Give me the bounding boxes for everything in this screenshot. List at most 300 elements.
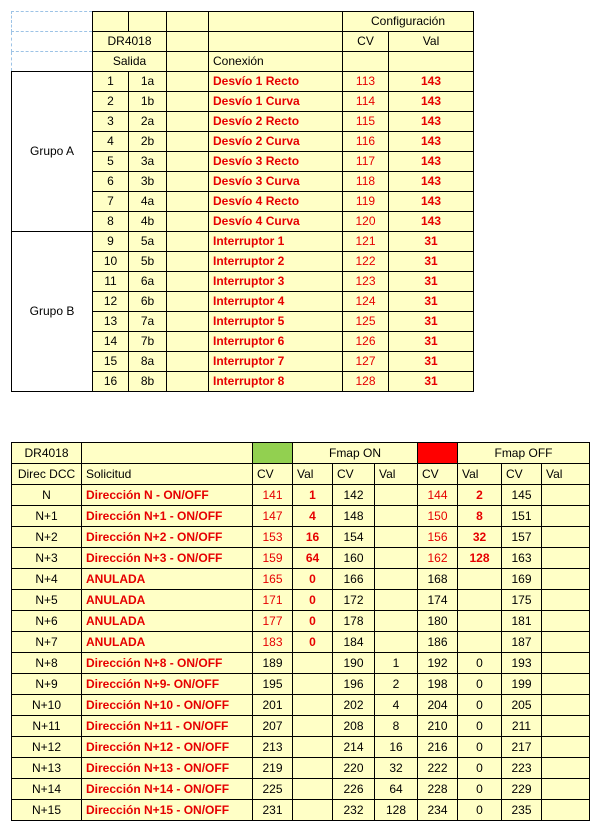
val-off-1 [458, 632, 502, 653]
direc-header: Direc DCC [12, 464, 82, 485]
cv-off-2: 157 [502, 527, 542, 548]
dcc-address: N+3 [12, 548, 82, 569]
output-id: 1b [129, 92, 167, 112]
cv-value: 116 [343, 132, 389, 152]
cv-off-2: 193 [502, 653, 542, 674]
cv-off-2: 187 [502, 632, 542, 653]
val-value: 31 [389, 372, 474, 392]
cv-off-1: 162 [418, 548, 458, 569]
empty-cell [12, 32, 93, 52]
group-a-label: Grupo A [12, 72, 93, 232]
val-on-1: 1 [293, 485, 333, 506]
cv-off-1: 168 [418, 569, 458, 590]
val-on-2 [375, 632, 418, 653]
empty-cell [93, 12, 129, 32]
output-id: 2b [129, 132, 167, 152]
cv-on-1: 189 [253, 653, 293, 674]
val-off-2 [542, 506, 590, 527]
output-number: 10 [93, 252, 129, 272]
cv-on-2: 172 [333, 590, 375, 611]
val-on-1: 0 [293, 569, 333, 590]
val-on-1: 64 [293, 548, 333, 569]
connection-name: Desvío 3 Curva [209, 172, 343, 192]
dcc-address: N [12, 485, 82, 506]
dcc-address: N+6 [12, 611, 82, 632]
empty-cell [167, 332, 209, 352]
output-id: 2a [129, 112, 167, 132]
connection-name: Desvío 2 Curva [209, 132, 343, 152]
request-name: Dirección N+1 - ON/OFF [82, 506, 253, 527]
group-b-label: Grupo B [12, 232, 93, 392]
output-number: 9 [93, 232, 129, 252]
val-off-2 [542, 548, 590, 569]
cv-value: 127 [343, 352, 389, 372]
fmap-on-swatch [253, 443, 293, 464]
val-on-1 [293, 758, 333, 779]
cv-off-2: 175 [502, 590, 542, 611]
output-id: 7a [129, 312, 167, 332]
cv-off-1: 234 [418, 800, 458, 821]
val-on-1 [293, 716, 333, 737]
cv-on-2: 202 [333, 695, 375, 716]
cv-value: 126 [343, 332, 389, 352]
val-value: 31 [389, 332, 474, 352]
val-on-2 [375, 590, 418, 611]
config-header: Configuración [343, 12, 474, 32]
cv-on-2: 190 [333, 653, 375, 674]
val-off-2 [542, 758, 590, 779]
cv-value: 115 [343, 112, 389, 132]
val-on-2: 4 [375, 695, 418, 716]
dcc-address: N+5 [12, 590, 82, 611]
output-number: 12 [93, 292, 129, 312]
output-id: 8a [129, 352, 167, 372]
val-on-1: 0 [293, 611, 333, 632]
request-name: ANULADA [82, 611, 253, 632]
output-id: 6a [129, 272, 167, 292]
cv-off-1: 186 [418, 632, 458, 653]
val-header: Val [389, 32, 474, 52]
val-off-1: 0 [458, 758, 502, 779]
val-header: Val [375, 464, 418, 485]
output-number: 3 [93, 112, 129, 132]
val-on-1: 0 [293, 632, 333, 653]
val-value: 143 [389, 72, 474, 92]
cv-on-1: 231 [253, 800, 293, 821]
empty-cell [167, 12, 209, 32]
request-name: ANULADA [82, 632, 253, 653]
cv-header: CV [418, 464, 458, 485]
empty-cell [167, 252, 209, 272]
val-header: Val [293, 464, 333, 485]
val-on-1 [293, 737, 333, 758]
request-name: Dirección N+12 - ON/OFF [82, 737, 253, 758]
table-row [12, 758, 590, 779]
output-number: 15 [93, 352, 129, 372]
val-off-1: 128 [458, 548, 502, 569]
table-row [12, 527, 590, 548]
table-row [12, 674, 590, 695]
cv-on-2: 148 [333, 506, 375, 527]
val-off-1: 0 [458, 800, 502, 821]
cv-value: 117 [343, 152, 389, 172]
cv-on-1: 207 [253, 716, 293, 737]
dcc-address: N+10 [12, 695, 82, 716]
connection-name: Desvío 4 Curva [209, 212, 343, 232]
cv-off-2: 181 [502, 611, 542, 632]
cv-off-2: 163 [502, 548, 542, 569]
empty-cell [167, 292, 209, 312]
request-name: Dirección N+15 - ON/OFF [82, 800, 253, 821]
connection-name: Interruptor 5 [209, 312, 343, 332]
cv-off-1: 210 [418, 716, 458, 737]
val-on-2 [375, 506, 418, 527]
val-off-1: 0 [458, 716, 502, 737]
val-header: Val [542, 464, 590, 485]
cv-value: 122 [343, 252, 389, 272]
connection-name: Desvío 1 Curva [209, 92, 343, 112]
request-name: Dirección N+11 - ON/OFF [82, 716, 253, 737]
table-row [12, 506, 590, 527]
output-number: 11 [93, 272, 129, 292]
val-off-1: 0 [458, 737, 502, 758]
empty-cell [167, 212, 209, 232]
val-value: 31 [389, 252, 474, 272]
val-on-2: 1 [375, 653, 418, 674]
val-off-1: 0 [458, 674, 502, 695]
output-number: 1 [93, 72, 129, 92]
output-id: 8b [129, 372, 167, 392]
val-value: 143 [389, 172, 474, 192]
val-off-1: 8 [458, 506, 502, 527]
cv-on-1: 159 [253, 548, 293, 569]
cv-value: 128 [343, 372, 389, 392]
val-on-1 [293, 695, 333, 716]
val-on-2: 16 [375, 737, 418, 758]
output-id: 4a [129, 192, 167, 212]
val-value: 143 [389, 92, 474, 112]
val-on-1 [293, 779, 333, 800]
cv-value: 121 [343, 232, 389, 252]
output-id: 1a [129, 72, 167, 92]
val-off-1 [458, 590, 502, 611]
cv-off-2: 169 [502, 569, 542, 590]
cv-on-1: 177 [253, 611, 293, 632]
empty-cell [167, 92, 209, 112]
connection-name: Desvío 1 Recto [209, 72, 343, 92]
dcc-address: N+12 [12, 737, 82, 758]
request-name: Dirección N - ON/OFF [82, 485, 253, 506]
cv-on-1: 195 [253, 674, 293, 695]
output-number: 8 [93, 212, 129, 232]
table-row [12, 695, 590, 716]
empty-cell [12, 12, 93, 32]
function-map-table [11, 442, 590, 821]
val-on-2: 64 [375, 779, 418, 800]
val-off-2 [542, 779, 590, 800]
val-value: 31 [389, 292, 474, 312]
output-id: 5a [129, 232, 167, 252]
request-name: Dirección N+8 - ON/OFF [82, 653, 253, 674]
val-value: 143 [389, 192, 474, 212]
empty-cell [167, 52, 209, 72]
cv-value: 119 [343, 192, 389, 212]
cv-value: 114 [343, 92, 389, 112]
cv-on-2: 196 [333, 674, 375, 695]
val-off-1: 0 [458, 779, 502, 800]
empty-cell [209, 12, 343, 32]
val-off-1: 0 [458, 653, 502, 674]
val-off-2 [542, 527, 590, 548]
cv-on-2: 220 [333, 758, 375, 779]
dcc-address: N+14 [12, 779, 82, 800]
cv-off-1: 144 [418, 485, 458, 506]
val-off-2 [542, 737, 590, 758]
empty-cell [167, 232, 209, 252]
cv-value: 123 [343, 272, 389, 292]
request-name: Dirección N+9- ON/OFF [82, 674, 253, 695]
cv-value: 113 [343, 72, 389, 92]
val-off-1: 32 [458, 527, 502, 548]
cv-header: CV [343, 32, 389, 52]
val-off-1 [458, 569, 502, 590]
connection-name: Interruptor 4 [209, 292, 343, 312]
dcc-address: N+13 [12, 758, 82, 779]
val-value: 31 [389, 352, 474, 372]
dcc-address: N+7 [12, 632, 82, 653]
val-on-1: 0 [293, 590, 333, 611]
request-name: ANULADA [82, 590, 253, 611]
model-label: DR4018 [93, 32, 167, 52]
connection-name: Interruptor 8 [209, 372, 343, 392]
cv-value: 120 [343, 212, 389, 232]
output-number: 4 [93, 132, 129, 152]
cv-on-2: 142 [333, 485, 375, 506]
table-row [12, 632, 590, 653]
val-value: 31 [389, 272, 474, 292]
empty-cell [129, 12, 167, 32]
cv-off-1: 174 [418, 590, 458, 611]
empty-cell [167, 152, 209, 172]
val-off-2 [542, 695, 590, 716]
val-on-1: 16 [293, 527, 333, 548]
empty-cell [167, 72, 209, 92]
cv-off-2: 151 [502, 506, 542, 527]
empty-cell [167, 192, 209, 212]
output-id: 7b [129, 332, 167, 352]
cv-on-1: 141 [253, 485, 293, 506]
connection-name: Desvío 3 Recto [209, 152, 343, 172]
empty-cell [82, 443, 253, 464]
cv-on-2: 166 [333, 569, 375, 590]
cv-off-1: 216 [418, 737, 458, 758]
output-id: 6b [129, 292, 167, 312]
table-row [12, 485, 590, 506]
val-value: 143 [389, 112, 474, 132]
val-off-2 [542, 632, 590, 653]
val-value: 31 [389, 232, 474, 252]
table-row [12, 590, 590, 611]
request-name: Dirección N+10 - ON/OFF [82, 695, 253, 716]
empty-cell [389, 52, 474, 72]
val-off-2 [542, 590, 590, 611]
table-row [12, 569, 590, 590]
request-name: ANULADA [82, 569, 253, 590]
output-number: 7 [93, 192, 129, 212]
connection-name: Desvío 2 Recto [209, 112, 343, 132]
connection-name: Interruptor 1 [209, 232, 343, 252]
empty-cell [167, 272, 209, 292]
empty-cell [167, 352, 209, 372]
cv-off-2: 235 [502, 800, 542, 821]
val-value: 143 [389, 132, 474, 152]
request-name: Dirección N+2 - ON/OFF [82, 527, 253, 548]
dcc-address: N+8 [12, 653, 82, 674]
val-on-2: 128 [375, 800, 418, 821]
cv-off-1: 156 [418, 527, 458, 548]
table-row [12, 779, 590, 800]
cv-off-1: 180 [418, 611, 458, 632]
val-on-2 [375, 485, 418, 506]
empty-cell [167, 372, 209, 392]
connection-name: Interruptor 2 [209, 252, 343, 272]
val-on-2: 8 [375, 716, 418, 737]
request-name: Dirección N+13 - ON/OFF [82, 758, 253, 779]
output-number: 14 [93, 332, 129, 352]
cv-on-2: 184 [333, 632, 375, 653]
connection-name: Desvío 4 Recto [209, 192, 343, 212]
empty-cell [167, 172, 209, 192]
dcc-address: N+2 [12, 527, 82, 548]
cv-off-1: 192 [418, 653, 458, 674]
cv-on-2: 160 [333, 548, 375, 569]
connection-name: Interruptor 7 [209, 352, 343, 372]
val-value: 31 [389, 312, 474, 332]
cv-off-2: 205 [502, 695, 542, 716]
cv-header: CV [502, 464, 542, 485]
solicitud-header: Solicitud [82, 464, 253, 485]
output-id: 5b [129, 252, 167, 272]
cv-on-2: 208 [333, 716, 375, 737]
output-config-table [11, 11, 474, 392]
cv-on-1: 171 [253, 590, 293, 611]
table-row [12, 72, 474, 92]
val-on-1 [293, 674, 333, 695]
table-row [12, 611, 590, 632]
val-off-1: 2 [458, 485, 502, 506]
connection-name: Interruptor 6 [209, 332, 343, 352]
cv-value: 125 [343, 312, 389, 332]
val-header: Val [458, 464, 502, 485]
val-on-2 [375, 527, 418, 548]
cv-off-2: 211 [502, 716, 542, 737]
val-off-2 [542, 569, 590, 590]
val-off-2 [542, 653, 590, 674]
val-off-2 [542, 611, 590, 632]
empty-cell [167, 132, 209, 152]
cv-on-2: 226 [333, 779, 375, 800]
salida-header: Salida [93, 52, 167, 72]
cv-off-1: 150 [418, 506, 458, 527]
val-value: 143 [389, 212, 474, 232]
table-row [12, 737, 590, 758]
cv-on-2: 154 [333, 527, 375, 548]
cv-value: 124 [343, 292, 389, 312]
cv-on-1: 153 [253, 527, 293, 548]
output-id: 3b [129, 172, 167, 192]
dcc-address: N+11 [12, 716, 82, 737]
cv-off-1: 228 [418, 779, 458, 800]
cv-value: 118 [343, 172, 389, 192]
val-on-2 [375, 569, 418, 590]
output-id: 3a [129, 152, 167, 172]
dcc-address: N+1 [12, 506, 82, 527]
output-number: 5 [93, 152, 129, 172]
request-name: Dirección N+14 - ON/OFF [82, 779, 253, 800]
empty-cell [343, 52, 389, 72]
cv-on-2: 178 [333, 611, 375, 632]
table-row [12, 716, 590, 737]
cv-on-1: 147 [253, 506, 293, 527]
cv-on-1: 219 [253, 758, 293, 779]
output-id: 4b [129, 212, 167, 232]
val-off-2 [542, 485, 590, 506]
dcc-address: N+15 [12, 800, 82, 821]
cv-off-2: 145 [502, 485, 542, 506]
output-number: 16 [93, 372, 129, 392]
conexion-header: Conexión [209, 52, 343, 72]
cv-off-2: 199 [502, 674, 542, 695]
val-on-2 [375, 548, 418, 569]
val-off-1 [458, 611, 502, 632]
empty-cell [167, 312, 209, 332]
val-on-1: 4 [293, 506, 333, 527]
empty-cell [209, 32, 343, 52]
cv-on-1: 201 [253, 695, 293, 716]
val-off-2 [542, 674, 590, 695]
val-on-1 [293, 653, 333, 674]
model-label: DR4018 [12, 443, 82, 464]
val-off-2 [542, 716, 590, 737]
empty-cell [12, 52, 93, 72]
cv-on-2: 232 [333, 800, 375, 821]
val-on-1 [293, 800, 333, 821]
cv-on-1: 213 [253, 737, 293, 758]
cv-off-1: 222 [418, 758, 458, 779]
table-row [12, 232, 474, 252]
val-on-2: 32 [375, 758, 418, 779]
val-off-1: 0 [458, 695, 502, 716]
cv-off-1: 198 [418, 674, 458, 695]
cv-header: CV [333, 464, 375, 485]
cv-on-1: 165 [253, 569, 293, 590]
cv-off-1: 204 [418, 695, 458, 716]
request-name: Dirección N+3 - ON/OFF [82, 548, 253, 569]
cv-on-1: 183 [253, 632, 293, 653]
fmap-on-header: Fmap ON [293, 443, 418, 464]
cv-on-1: 225 [253, 779, 293, 800]
output-number: 2 [93, 92, 129, 112]
val-on-2: 2 [375, 674, 418, 695]
cv-off-2: 223 [502, 758, 542, 779]
connection-name: Interruptor 3 [209, 272, 343, 292]
fmap-off-swatch [418, 443, 458, 464]
val-on-2 [375, 611, 418, 632]
empty-cell [167, 32, 209, 52]
cv-on-2: 214 [333, 737, 375, 758]
val-off-2 [542, 800, 590, 821]
cv-off-2: 217 [502, 737, 542, 758]
